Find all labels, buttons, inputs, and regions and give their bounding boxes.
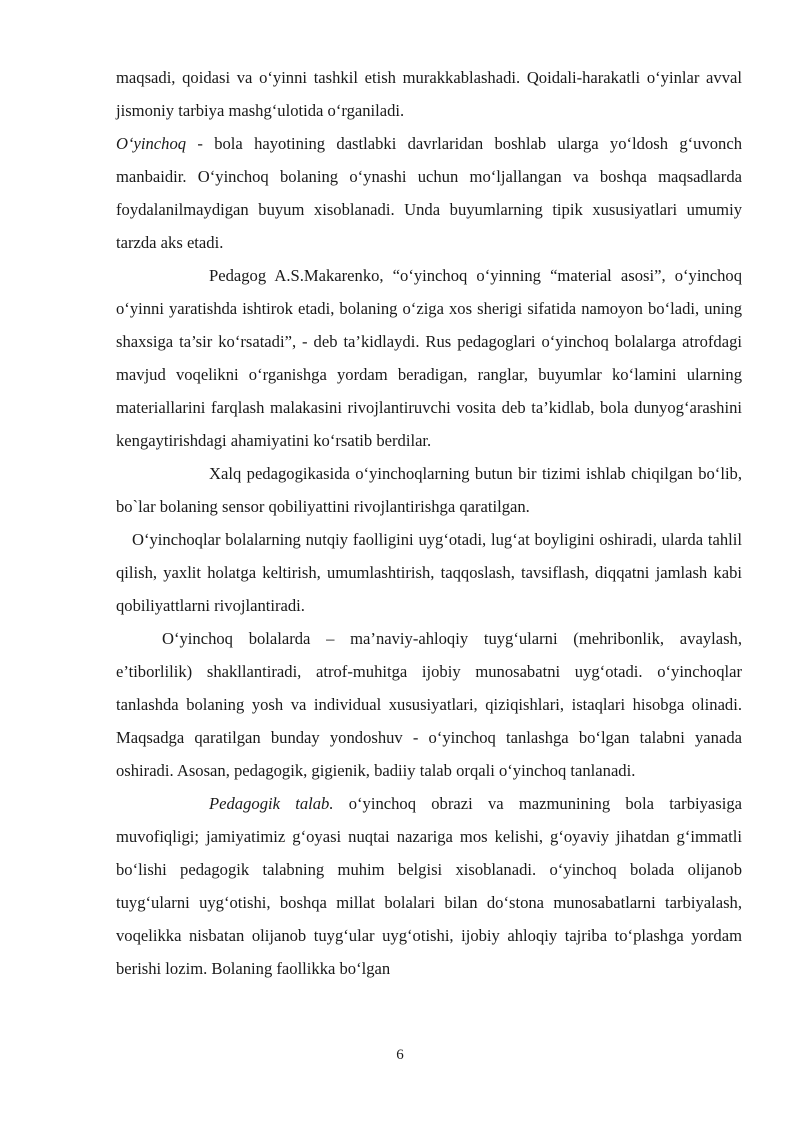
- term-oyinchoq: O‘yinchoq: [116, 134, 187, 153]
- paragraph-3: [116, 259, 742, 457]
- paragraph-2-text: - bola hayotining dastlabki davrlaridan boshlab ularga yo‘ldosh g‘uvonch manbaidir. O‘yinchoq bolaning o‘ynashi uchun mo‘ljallangan va boshqa maqsadlarda foydalanilmaydigan buyum xisoblanadi. Unda buyumlarning tipik xususiyatlari umumiy tarzda aks etadi.: [116, 134, 742, 252]
- paragraph-1-text: maqsadi, qoidasi va o‘yinni tashkil etish murakkablashadi. Qoidali-harakatli o‘yinlar avval jismoniy tarbiya mashg‘ulotida o‘rganiladi.: [116, 68, 742, 120]
- body-text: [116, 61, 742, 985]
- page-number: 6: [396, 1047, 404, 1063]
- paragraph-5-text: O‘yinchoqlar bolalarning nutqiy faolligini uyg‘otadi, lug‘at boyligini oshiradi, ularda tahlil qilish, yaxlit holatga keltirish, umumlashtirish, taqqoslash, tavsiflash, diqqatni jamlash kabi qobiliyattlarni rivojlantiradi.: [116, 530, 742, 615]
- paragraph-6: [116, 622, 742, 787]
- term-pedagogik-talab: Pedagogik talab.: [209, 794, 334, 813]
- paragraph-3-text: Pedagog A.S.Makarenko, “o‘yinchoq o‘yinning “material asosi”, o‘yinchoq o‘yinni yaratishda ishtirok etadi, bolaning o‘ziga xos sherigi sifatida namoyon bo‘ladi, uning shaxsiga ta’sir ko‘rsatadi”, - deb ta’kidlaydi. Rus pedagoglari o‘yinchoq bolalarga atrofdagi mavjud voqelikni o‘rganishga yordam beradigan, ranglar, buyumlar ko‘lamini ularning materiallarini farqlash malakasini rivojlantiruvchi vosita deb ta’kidlab, bola dunyog‘arashini kengaytirishdagi ahamiyatini ko‘rsatib berdilar.: [116, 266, 742, 450]
- paragraph-7-text: o‘yinchoq obrazi va mazmunining bola tarbiyasiga muvofiqligi; jamiyatimiz g‘oyasi nuqtai nazariga mos kelishi, g‘oyaviy jihatdan g‘immatli bo‘lishi pedagogik talabning muhim belgisi xisoblanadi. o‘yinchoq bolada olijanob tuyg‘ularni uyg‘otishi, boshqa millat bolalari bilan do‘stona munosabatlarni tarbiyalash, voqelikka nisbatan olijanob tuyg‘ular uyg‘otishi, ijobiy ahloqiy tajriba to‘plashga yordam berishi lozim. Bolaning faollikka bo‘lgan: [116, 794, 743, 978]
- paragraph-4: [116, 457, 742, 523]
- paragraph-1: [116, 61, 742, 127]
- paragraph-4-text: Xalq pedagogikasida o‘yinchoqlarning butun bir tizimi ishlab chiqilgan bo‘lib, bo`lar bolaning sensor qobiliyattini rivojlantirishga qaratilgan.: [116, 464, 742, 516]
- paragraph-2: [116, 127, 742, 259]
- paragraph-5: [116, 523, 742, 622]
- paragraph-7: [116, 787, 742, 985]
- paragraph-6-text: O‘yinchoq bolalarda – ma’naviy-ahloqiy tuyg‘ularni (mehribonlik, avaylash, e’tiborlilik) shakllantiradi, atrof-muhitga ijobiy munosabatni uyg‘otadi. o‘yinchoqlar tanlashda bolaning yosh va individual xususiyatlari, qiziqishlari, istaqlari hisobga olinadi. Maqsadga qaratilgan bunday yondoshuv - o‘yinchoq tanlashga bo‘lgan talabni yanada oshiradi. Asosan, pedagogik, gigienik, badiiy talab orqali o‘yinchoq tanlanadi.: [116, 629, 742, 780]
